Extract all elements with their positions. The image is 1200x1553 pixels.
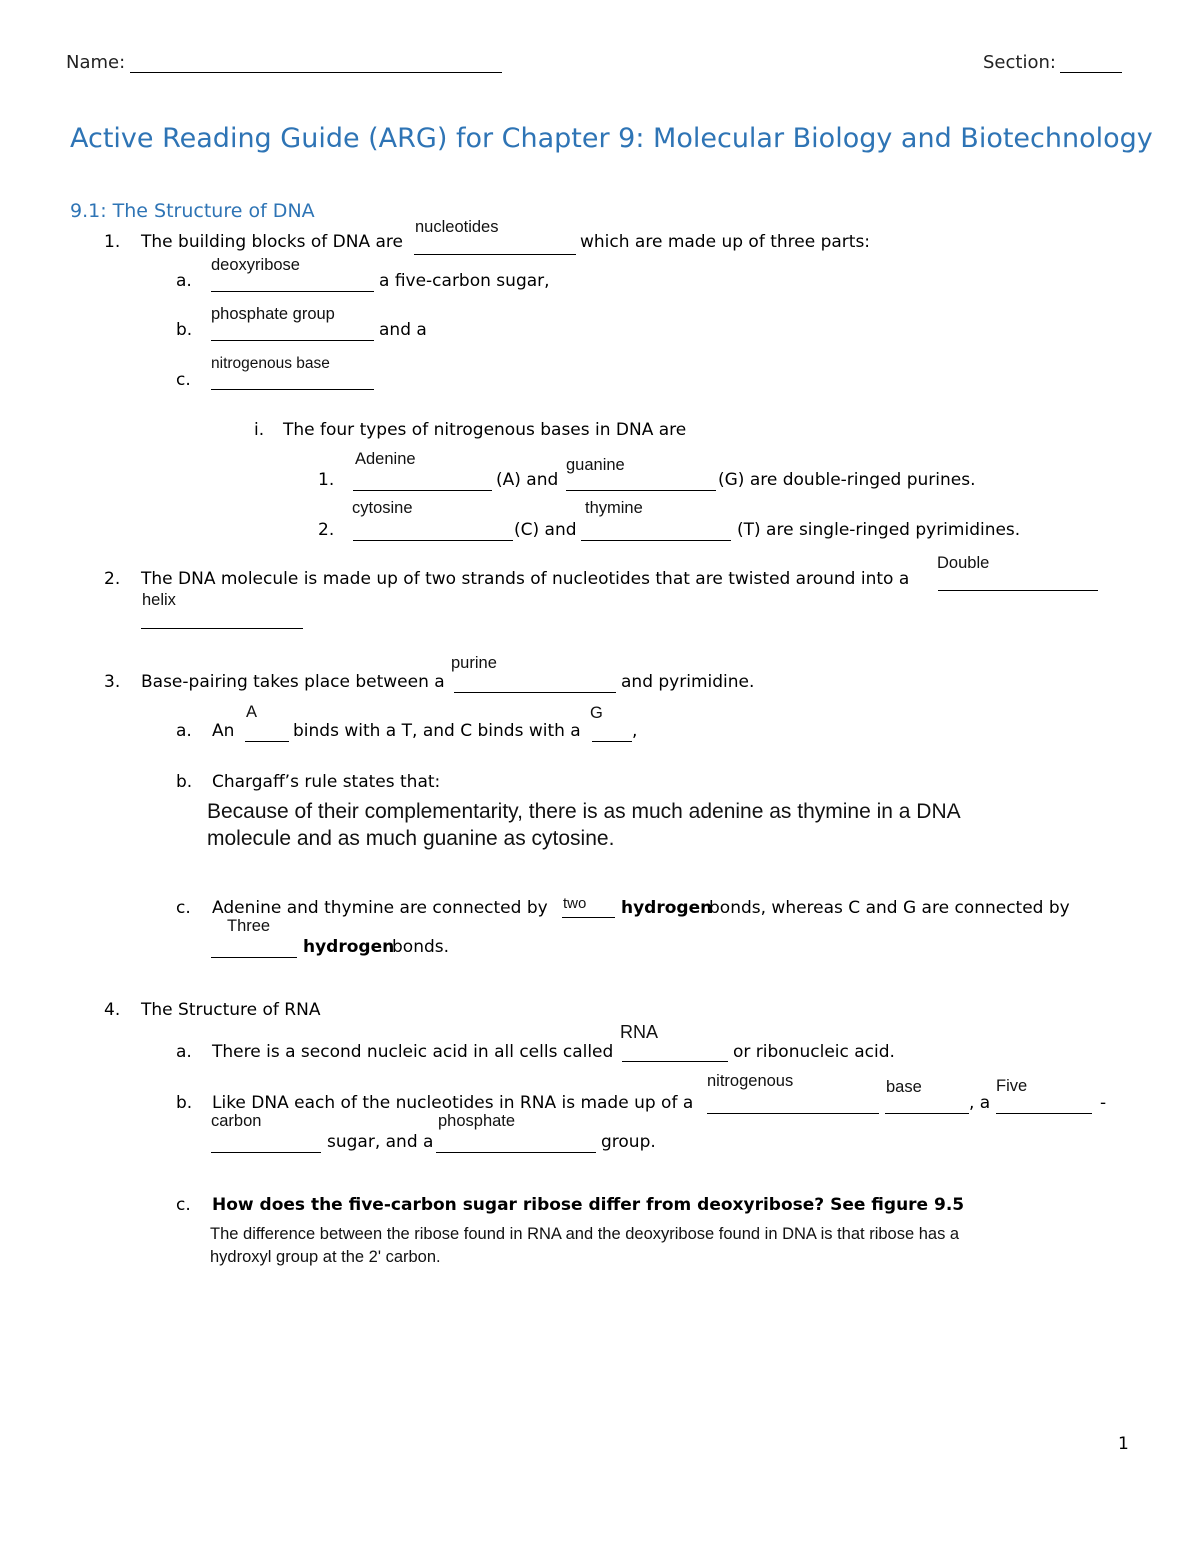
section-label: Section: (983, 52, 1056, 73)
q3c-text-mid: bonds, whereas C and G are connected by (709, 898, 1070, 918)
q3a-answer-1: A (246, 703, 258, 721)
q2-number: 2. (104, 569, 121, 589)
q4b-blank-5[interactable] (436, 1152, 596, 1153)
q1i1-answer-1: Adenine (355, 450, 416, 468)
q4b-blank-2[interactable] (885, 1113, 969, 1114)
q4b-blank-4[interactable] (211, 1152, 321, 1153)
q3b-answer-line-1: Because of their complementarity, there is as much adenine as thymine in a DNA (207, 800, 961, 823)
q3a-blank-2[interactable] (592, 741, 632, 742)
q4c-answer-line-2: hydroxyl group at the 2' carbon. (210, 1248, 441, 1266)
q2-answer-1: Double (937, 554, 990, 572)
q3-blank[interactable] (454, 692, 616, 693)
q4c-answer-line-1: The difference between the ribose found in RNA and the deoxyribose found in DNA is that ribose has a (210, 1225, 960, 1243)
q1i1-answer-2: guanine (566, 456, 625, 474)
q4c-marker: c. (176, 1195, 191, 1215)
q4a-blank[interactable] (622, 1061, 728, 1062)
q4b-marker: b. (176, 1093, 193, 1113)
q2-blank-1[interactable] (938, 590, 1098, 591)
q1b-answer: phosphate group (211, 305, 335, 323)
q3c-answer-2: Three (227, 917, 271, 935)
q3b-text: Chargaff’s rule states that: (212, 772, 441, 792)
q1i2-answer-1: cytosine (352, 499, 413, 517)
q1-text-after: which are made up of three parts: (580, 232, 871, 252)
q3c-text: Adenine and thymine are connected by (212, 898, 548, 918)
q1i2-answer-2: thymine (585, 499, 643, 517)
name-label: Name: (66, 52, 126, 73)
q1a-text: a five-carbon sugar, (379, 271, 550, 291)
q3-answer: purine (451, 654, 497, 672)
q4b-answer-2: base (886, 1078, 922, 1096)
q1i1-text-mid: (A) and (496, 470, 559, 490)
q1i-marker: i. (254, 420, 265, 440)
q1b-marker: b. (176, 320, 193, 340)
q1i-text: The four types of nitrogenous bases in DNA are (283, 420, 687, 440)
q4a-answer: RNA (620, 1022, 659, 1042)
q3-number: 3. (104, 672, 121, 692)
q1c-marker: c. (176, 370, 191, 390)
q1i2-blank-2[interactable] (581, 540, 731, 541)
q1c-answer: nitrogenous base (211, 355, 330, 372)
q4b-answer-3: Five (996, 1077, 1028, 1095)
q3a-text-mid: binds with a T, and C binds with a (293, 721, 581, 741)
q1i2-text-after: (T) are single-ringed pyrimidines. (737, 520, 1021, 540)
q1i2-text-mid: (C) and (514, 520, 577, 540)
q1a-marker: a. (176, 271, 192, 291)
q1-number: 1. (104, 232, 121, 252)
q1i2-blank-1[interactable] (353, 540, 513, 541)
q3c-bold-2: hydrogen (303, 937, 395, 957)
q1i1-number: 1. (318, 470, 335, 490)
q3-text-after: and pyrimidine. (621, 672, 755, 692)
page-number: 1 (1118, 1434, 1129, 1454)
q2-answer-2: helix (142, 591, 176, 609)
q4-text: The Structure of RNA (141, 1000, 321, 1020)
q4b-dash: - (1100, 1093, 1107, 1113)
q1a-blank[interactable] (211, 291, 374, 292)
q3a-answer-2: G (590, 704, 603, 722)
q3a-marker: a. (176, 721, 192, 741)
q1-text: The building blocks of DNA are (141, 232, 404, 252)
q3a-text: An (212, 721, 235, 741)
q3-text: Base-pairing takes place between a (141, 672, 445, 692)
q4a-text-after: or ribonucleic acid. (733, 1042, 895, 1062)
page-title: Active Reading Guide (ARG) for Chapter 9: Molecular Biology and Biotechnology (70, 123, 1153, 154)
q4b-text-mid-1: , a (969, 1093, 991, 1113)
q4b-answer-5: phosphate (438, 1112, 516, 1130)
q2-text: The DNA molecule is made up of two strands of nucleotides that are twisted around into a (141, 569, 910, 589)
q3c-bold-1: hydrogen (621, 898, 713, 918)
name-field-line[interactable] (130, 72, 502, 73)
q3c-blank-2[interactable] (211, 957, 297, 958)
q3a-text-after: , (632, 721, 638, 741)
q3a-blank-1[interactable] (245, 741, 289, 742)
q4b-blank-1[interactable] (707, 1113, 879, 1114)
q1a-answer: deoxyribose (211, 256, 300, 274)
q1i1-blank-1[interactable] (353, 490, 492, 491)
q3c-marker: c. (176, 898, 191, 918)
q3c-answer-1: two (563, 895, 587, 912)
q1b-blank[interactable] (211, 340, 374, 341)
q3b-marker: b. (176, 772, 193, 792)
q1-blank[interactable] (414, 254, 576, 255)
q1i1-text-after: (G) are double-ringed purines. (718, 470, 976, 490)
q4b-text: Like DNA each of the nucleotides in RNA is made up of a (212, 1093, 694, 1113)
section-field-line[interactable] (1060, 72, 1122, 73)
q4b-answer-4: carbon (211, 1112, 262, 1130)
q2-blank-2[interactable] (141, 628, 303, 629)
q4a-text: There is a second nucleic acid in all cells called (212, 1042, 614, 1062)
q4b-blank-3[interactable] (996, 1113, 1092, 1114)
q3c-blank-1[interactable] (562, 917, 615, 918)
q4b-answer-1: nitrogenous (707, 1072, 794, 1090)
q4a-marker: a. (176, 1042, 192, 1062)
q3c-text-after: bonds. (392, 937, 450, 957)
q4c-question: How does the five-carbon sugar ribose differ from deoxyribose? See figure 9.5 (212, 1195, 965, 1215)
q1i1-blank-2[interactable] (566, 490, 716, 491)
q4b-text-mid-2: sugar, and a (327, 1132, 434, 1152)
q1-answer: nucleotides (415, 218, 499, 236)
q3b-answer-line-2: molecule and as much guanine as cytosine. (207, 827, 615, 850)
q1c-blank[interactable] (211, 389, 374, 390)
q4b-text-after: group. (601, 1132, 656, 1152)
q4-number: 4. (104, 1000, 121, 1020)
q1b-text: and a (379, 320, 427, 340)
section-heading: 9.1: The Structure of DNA (70, 200, 315, 222)
q1i2-number: 2. (318, 520, 335, 540)
